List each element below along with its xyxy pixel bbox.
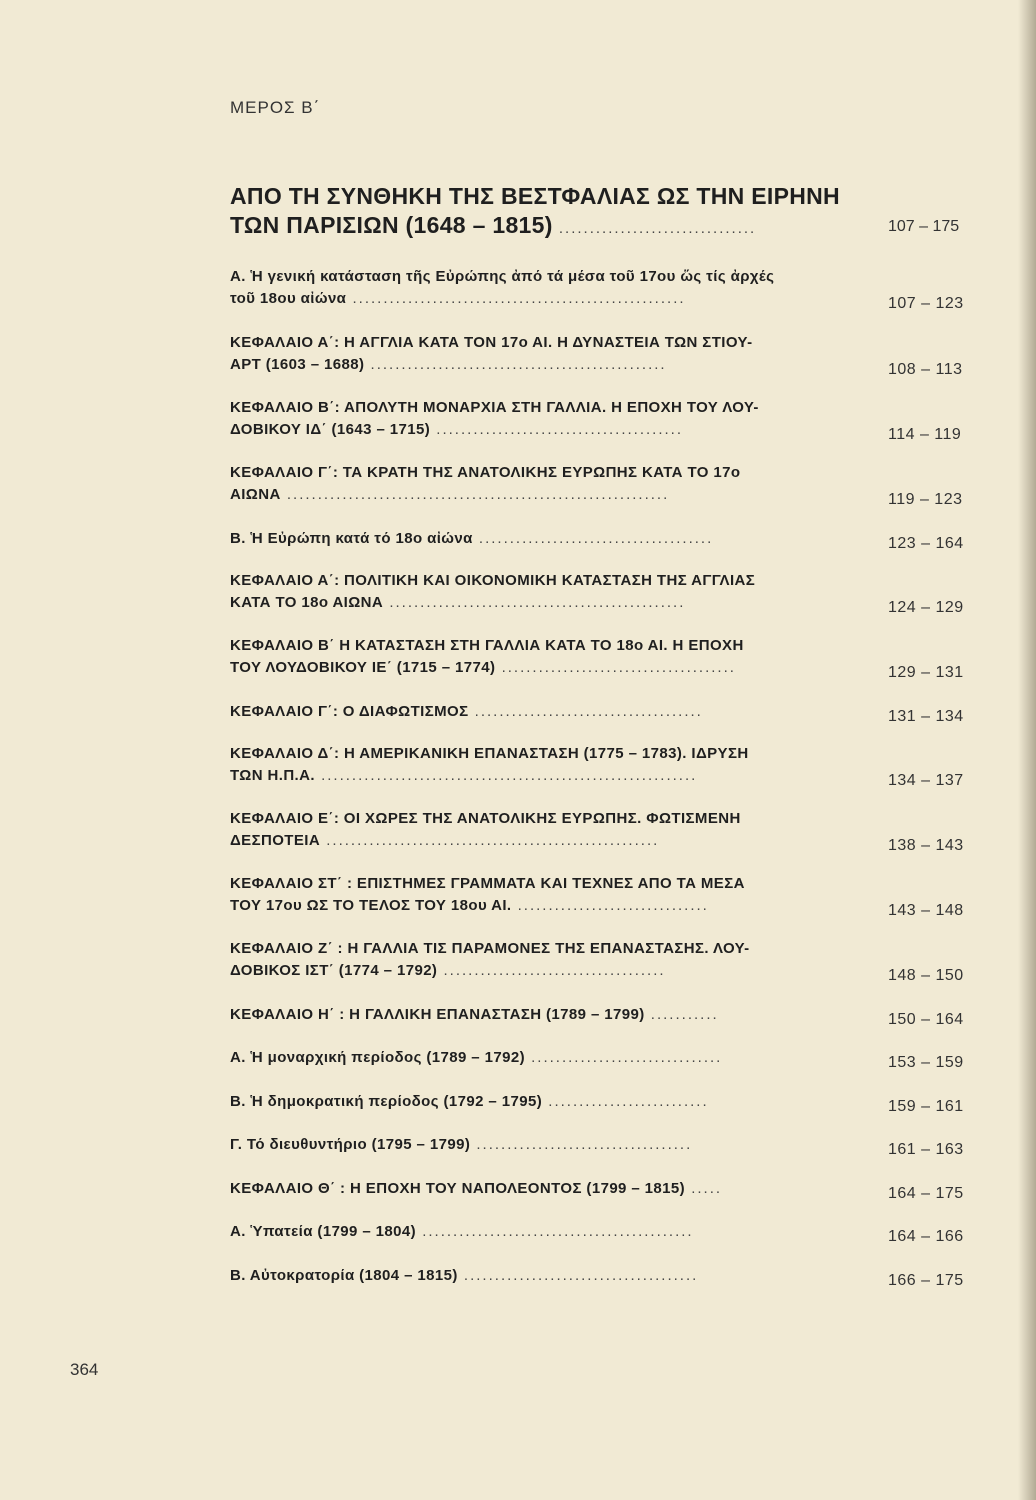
toc-entry-range: 143 – 148 (888, 902, 964, 919)
toc-entry-line-2: ΤΟΥ ΛΟΥΔΟΒΙΚΟΥ ΙΕ΄ (1715 – 1774) ...................................... (230, 659, 736, 676)
toc-entry-range: 164 – 166 (888, 1228, 964, 1245)
toc-entry-line-1: Β. Αὐτοκρατορία (1804 – 1815) ...................................... (230, 1267, 699, 1284)
toc-entry-line-2: ΔΟΒΙΚΟΥ ΙΔ΄ (1643 – 1715) ........................................ (230, 421, 684, 438)
toc-entry-line-2: ΤΟΥ 17ου ΩΣ ΤΟ ΤΕΛΟΣ ΤΟΥ 18ου ΑΙ. ............................... (230, 897, 709, 914)
toc-entry (230, 1265, 990, 1287)
toc-entry-line-2: ΔΕΣΠΟΤΕΙΑ ...................................................... (230, 832, 660, 849)
toc-entry-line-2: ΚΑΤΑ ΤΟ 18ο ΑΙΩΝΑ ................................................ (230, 594, 686, 611)
toc-entry-range: 148 – 150 (888, 967, 964, 984)
toc-entry-line-2: ΑΙΩΝΑ .............................................................. (230, 486, 670, 503)
toc-entry (230, 1178, 990, 1200)
toc-entry-range: 131 – 134 (888, 708, 964, 725)
toc-entry (230, 266, 990, 310)
page-edge-shadow (1018, 0, 1036, 1500)
toc-entry-line-1: ΚΕΦΑΛΑΙΟ Α΄: ΠΟΛΙΤΙΚΗ ΚΑΙ ΟΙΚΟΝΟΜΙΚΗ ΚΑΤΑΣΤΑΣΗ ΤΗΣ ΑΓΓΛΙΑΣ (230, 572, 756, 589)
toc-entry-line-2: ΔΟΒΙΚΟΣ ΙΣΤ΄ (1774 – 1792) .................................... (230, 962, 666, 979)
toc-entry (230, 743, 990, 787)
toc-entry-range: 108 – 113 (888, 361, 963, 378)
toc-entry (230, 528, 990, 550)
toc-entry (230, 1047, 990, 1069)
toc-entry (230, 938, 990, 982)
toc-entry-line-2: ΑΡΤ (1603 – 1688) ................................................ (230, 356, 667, 373)
part-label: ΜΕΡΟΣ Β΄ (230, 98, 321, 117)
toc-entry-range: 124 – 129 (888, 599, 964, 616)
toc-entry-line-1: Α. Ἡ μοναρχική περίοδος (1789 – 1792) ............................... (230, 1049, 723, 1066)
toc-entry (230, 397, 990, 441)
section-title (230, 182, 930, 243)
toc-entry (230, 635, 990, 679)
toc-entry-line-1: ΚΕΦΑΛΑΙΟ Γ΄: ΤΑ ΚΡΑΤΗ ΤΗΣ ΑΝΑΤΟΛΙΚΗΣ ΕΥΡΩΠΗΣ ΚΑΤΑ ΤΟ 17ο (230, 464, 741, 481)
toc-entry-line-2: τοῦ 18ου αἰώνα ...................................................... (230, 290, 686, 307)
toc-entry-line-1: Β. Ἡ δημοκρατική περίοδος (1792 – 1795) .......................... (230, 1093, 709, 1110)
toc-entry-line-1: Α. Ὑπατεία (1799 – 1804) ............................................ (230, 1223, 694, 1240)
toc-entry-line-1: ΚΕΦΑΛΑΙΟ Γ΄: Ο ΔΙΑΦΩΤΙΣΜΟΣ ..................................... (230, 703, 703, 720)
toc-entry-range: 164 – 175 (888, 1185, 964, 1202)
toc-entry-line-1: ΚΕΦΑΛΑΙΟ ΣΤ΄ : ΕΠΙΣΤΗΜΕΣ ΓΡΑΜΜΑΤΑ ΚΑΙ ΤΕΧΝΕΣ ΑΠΟ ΤΑ ΜΕΣΑ (230, 875, 745, 892)
toc-entry (230, 1134, 990, 1156)
toc-entry-range: 161 – 163 (888, 1141, 964, 1158)
page-number: 364 (70, 1360, 99, 1379)
section-title-line-2: ΤΩΝ ΠΑΡΙΣΙΩΝ (1648 – 1815) ................................ (230, 212, 757, 238)
toc-entry-range: 166 – 175 (888, 1272, 964, 1289)
section-page-range: 107 – 175 (888, 218, 960, 235)
toc-entry-line-1: ΚΕΦΑΛΑΙΟ Ζ΄ : Η ΓΑΛΛΙΑ ΤΙΣ ΠΑΡΑΜΟΝΕΣ ΤΗΣ ΕΠΑΝΑΣΤΑΣΗΣ. ΛΟΥ- (230, 940, 750, 957)
toc-entry (230, 462, 990, 506)
toc-entry-range: 119 – 123 (888, 491, 963, 508)
toc-entry-range: 123 – 164 (888, 535, 964, 552)
toc-entry-range: 134 – 137 (888, 772, 964, 789)
toc-entry-range: 138 – 143 (888, 837, 964, 854)
toc-entry-line-1: ΚΕΦΑΛΑΙΟ Α΄: Η ΑΓΓΛΙΑ ΚΑΤΑ ΤΟΝ 17ο ΑΙ. Η ΔΥΝΑΣΤΕΙΑ ΤΩΝ ΣΤΙΟΥ- (230, 334, 753, 351)
toc-entry-range: 150 – 164 (888, 1011, 964, 1028)
section-title-line-1: ΑΠΟ ΤΗ ΣΥΝΘΗΚΗ ΤΗΣ ΒΕΣΤΦΑΛΙΑΣ ΩΣ ΤΗΝ ΕΙΡΗΝΗ (230, 183, 840, 209)
toc-entry-line-1: Α. Ἡ γενική κατάσταση τῆς Εὐρώπης ἀπό τά μέσα τοῦ 17ου ὥς τίς ἀρχές (230, 268, 775, 285)
toc-entry (230, 332, 990, 376)
toc-entry-line-1: Γ. Τό διευθυντήριο (1795 – 1799) ................................... (230, 1136, 693, 1153)
toc-entry-line-1: ΚΕΦΑΛΑΙΟ Β΄ Η ΚΑΤΑΣΤΑΣΗ ΣΤΗ ΓΑΛΛΙΑ ΚΑΤΑ ΤΟ 18ο ΑΙ. Η ΕΠΟΧΗ (230, 637, 744, 654)
toc-entry-range: 107 – 123 (888, 295, 964, 312)
toc-entry-line-1: ΚΕΦΑΛΑΙΟ Β΄: ΑΠΟΛΥΤΗ ΜΟΝΑΡΧΙΑ ΣΤΗ ΓΑΛΛΙΑ. Η ΕΠΟΧΗ ΤΟΥ ΛΟΥ- (230, 399, 759, 416)
toc-entry (230, 1004, 990, 1026)
toc-entry (230, 1091, 990, 1113)
toc-entry (230, 570, 990, 614)
toc-entry-range: 129 – 131 (888, 664, 964, 681)
toc-entry-line-1: ΚΕΦΑΛΑΙΟ Θ΄ : Η ΕΠΟΧΗ ΤΟΥ ΝΑΠΟΛΕΟΝΤΟΣ (1799 – 1815) ..... (230, 1180, 723, 1197)
toc-entry-range: 153 – 159 (888, 1054, 964, 1071)
toc-entry (230, 1221, 990, 1243)
toc-entry-line-1: ΚΕΦΑΛΑΙΟ Δ΄: Η ΑΜΕΡΙΚΑΝΙΚΗ ΕΠΑΝΑΣΤΑΣΗ (1775 – 1783). ΙΔΡΥΣΗ (230, 745, 749, 762)
toc-entry-range: 114 – 119 (888, 426, 962, 443)
toc-entry (230, 701, 990, 723)
toc-entry-range: 159 – 161 (888, 1098, 964, 1115)
toc-entry (230, 808, 990, 852)
toc-entry-line-2: ΤΩΝ Η.Π.Α. ............................................................. (230, 767, 698, 784)
toc-entry-line-1: Β. Ἡ Εὐρώπη κατά τό 18ο αἰώνα ...................................... (230, 530, 714, 547)
toc-entry (230, 873, 990, 917)
toc-entry-line-1: ΚΕΦΑΛΑΙΟ Ε΄: ΟΙ ΧΩΡΕΣ ΤΗΣ ΑΝΑΤΟΛΙΚΗΣ ΕΥΡΩΠΗΣ. ΦΩΤΙΣΜΕΝΗ (230, 810, 741, 827)
toc-entry-line-1: ΚΕΦΑΛΑΙΟ Η΄ : Η ΓΑΛΛΙΚΗ ΕΠΑΝΑΣΤΑΣΗ (1789 – 1799) ........... (230, 1006, 719, 1023)
